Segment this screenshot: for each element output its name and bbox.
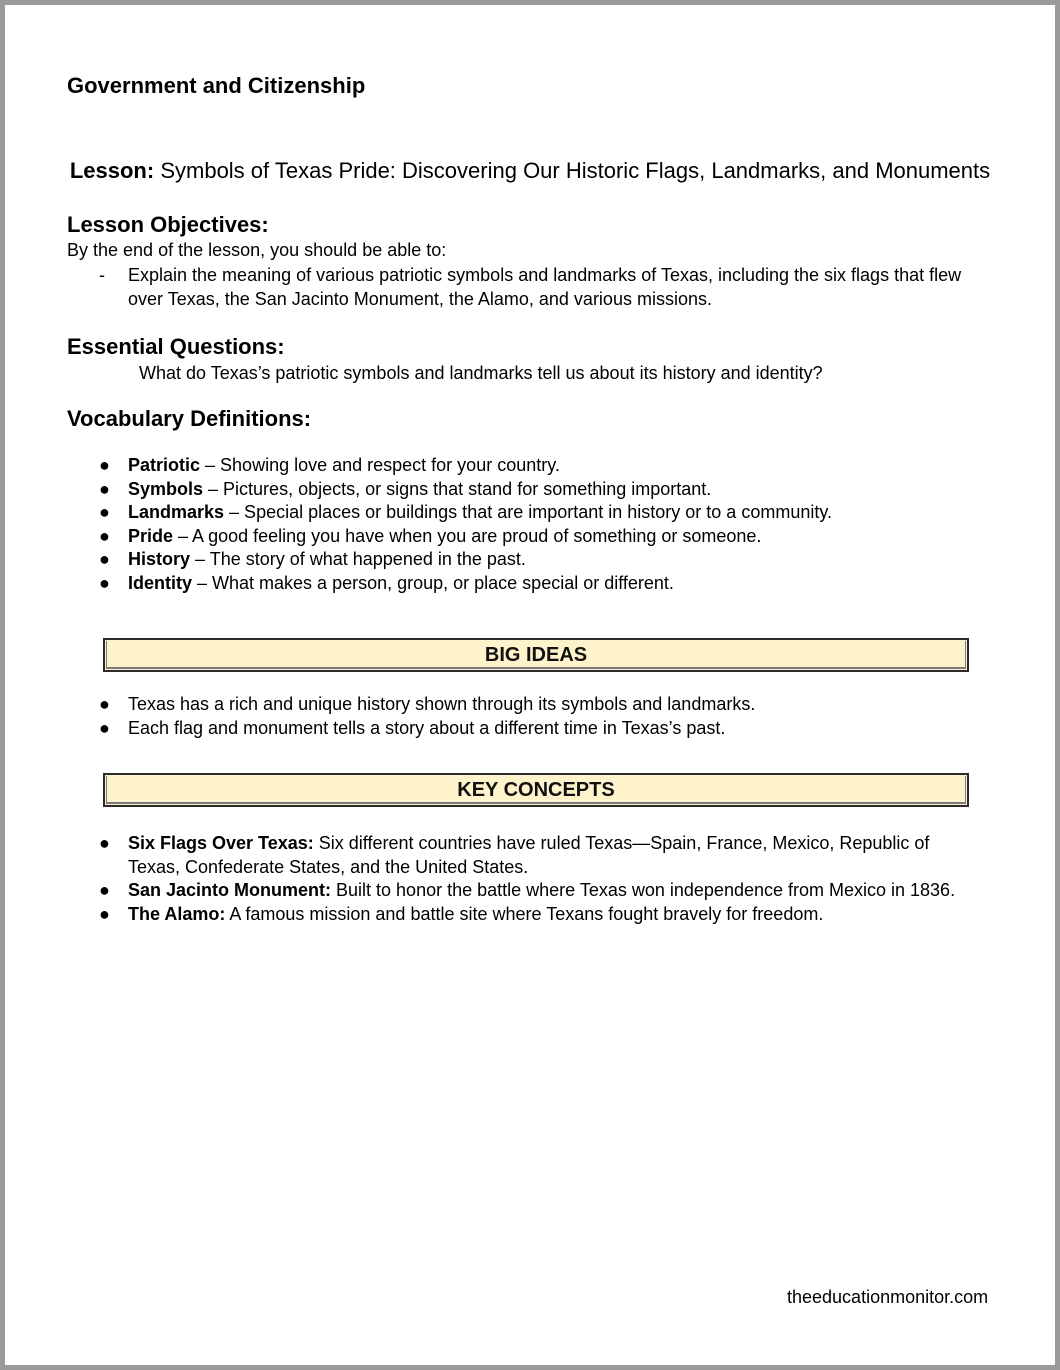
dash-marker: - (99, 265, 105, 285)
essential-questions-heading: Essential Questions: (67, 334, 285, 359)
vocabulary-heading: Vocabulary Definitions: (67, 406, 312, 431)
vocab-item-patriotic (99, 454, 979, 478)
bullet-dot: ● (99, 833, 110, 853)
vocabulary-list (99, 454, 979, 596)
bullet-dot: ● (99, 478, 110, 499)
key-concept-item (99, 832, 959, 879)
lesson-title (67, 157, 993, 184)
vocab-item-symbols (99, 478, 979, 502)
key-concept-text: Built to honor the battle where Texas won independence from Mexico in 1836. (331, 880, 956, 901)
key-concepts-banner: KEY CONCEPTS (103, 773, 969, 807)
key-concept-text: Six different countries have ruled Texas—Spain, France, Mexico, Republic of Texas, Confederate States, and the United States. (128, 833, 930, 877)
vocab-definition: – Pictures, objects, or signs that stand for something important. (203, 478, 712, 499)
objectives-list (99, 263, 969, 311)
bullet-dot: ● (99, 549, 110, 570)
bullet-dot: ● (99, 572, 110, 593)
bullet-dot: ● (99, 717, 110, 738)
big-ideas-banner: BIG IDEAS (103, 638, 969, 672)
vocab-term: Pride (128, 525, 174, 546)
lesson-title-text: Symbols of Texas Pride: Discovering Our Historic Flags, Landmarks, and Monuments (160, 158, 991, 183)
big-idea-text: Each flag and monument tells a story about a different time in Texas’s past. (128, 717, 726, 738)
big-ideas-list (99, 693, 979, 740)
vocab-term: Symbols (128, 478, 204, 499)
lesson-label: Lesson: (69, 158, 155, 183)
key-concept-item (99, 879, 959, 903)
vocab-term: History (128, 549, 191, 570)
objective-item (99, 263, 969, 311)
big-idea-item (99, 693, 979, 717)
bullet-dot: ● (99, 525, 110, 546)
vocab-item-history (99, 548, 979, 572)
footer-site-link[interactable]: theeducationmonitor.com (787, 1287, 989, 1307)
bullet-dot: ● (99, 903, 110, 924)
vocab-term: Patriotic (128, 455, 201, 475)
key-concepts-list (99, 832, 959, 926)
vocab-definition: – The story of what happened in the past. (190, 549, 526, 570)
vocab-definition: – A good feeling you have when you are proud of something or someone. (173, 525, 762, 546)
big-idea-item (99, 717, 979, 741)
vocab-item-identity (99, 572, 979, 596)
vocab-definition: – Special places or buildings that are important in history or to a community. (224, 502, 833, 523)
bullet-dot: ● (99, 455, 110, 475)
essential-question-text: What do Texas’s patriotic symbols and landmarks tell us about its history and identity? (139, 363, 823, 383)
key-concept-term: The Alamo: (128, 903, 226, 924)
big-idea-text: Texas has a rich and unique history shown through its symbols and landmarks. (128, 694, 756, 714)
objectives-intro: By the end of the lesson, you should be able to: (67, 240, 447, 260)
vocab-item-landmarks (99, 501, 979, 525)
objectives-heading: Lesson Objectives: (67, 212, 269, 237)
bullet-dot: ● (99, 880, 110, 901)
key-concept-item (99, 903, 959, 927)
bullet-dot: ● (99, 694, 110, 714)
key-concept-term: San Jacinto Monument: (128, 880, 332, 901)
vocab-definition: – What makes a person, group, or place special or different. (192, 572, 674, 593)
subject-heading: Government and Citizenship (67, 73, 366, 98)
vocab-term: Landmarks (128, 502, 225, 523)
key-concept-term: Six Flags Over Texas: (128, 833, 314, 853)
vocab-definition: – Showing love and respect for your country. (200, 455, 560, 475)
key-concept-text: A famous mission and battle site where Texans fought bravely for freedom. (225, 903, 824, 924)
vocab-item-pride (99, 525, 979, 549)
objective-text: Explain the meaning of various patriotic symbols and landmarks of Texas, including the six flags that flew over Texas, the San Jacinto Monument, the Alamo, and various missions. (128, 265, 962, 309)
vocab-term: Identity (128, 572, 193, 593)
bullet-dot: ● (99, 502, 110, 523)
